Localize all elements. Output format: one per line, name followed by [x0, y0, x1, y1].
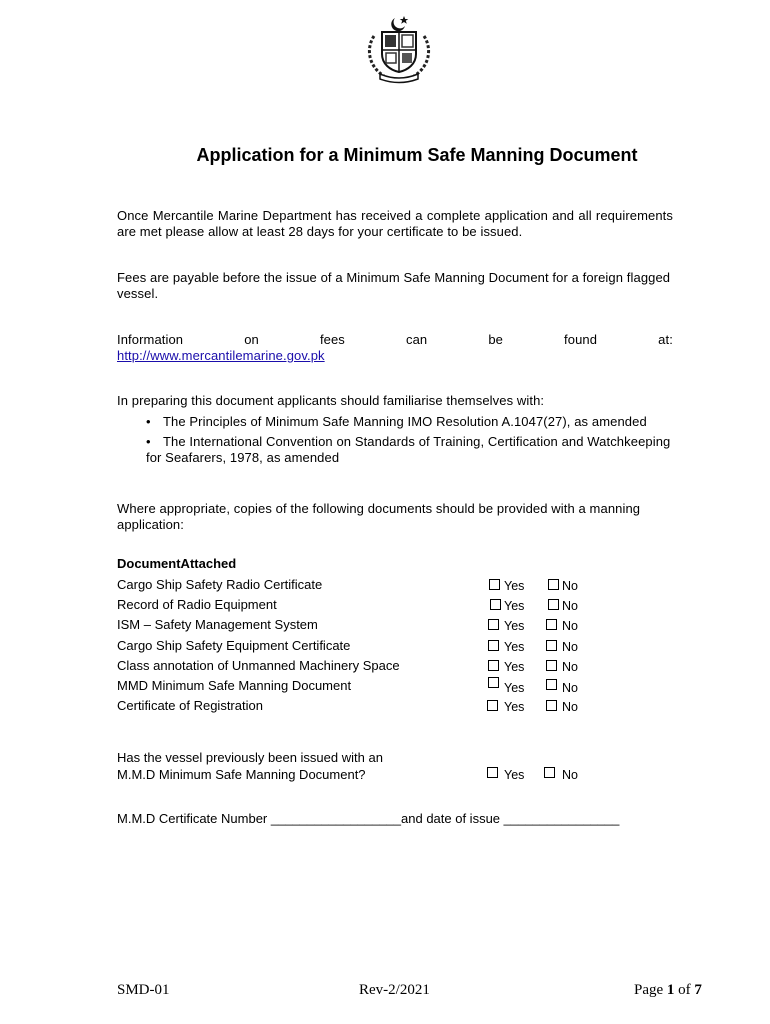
- page-total: 7: [694, 982, 702, 998]
- no-checkbox[interactable]: [548, 599, 559, 610]
- yes-label: Yes: [504, 700, 525, 714]
- page-current: 1: [666, 982, 675, 998]
- document-name: ISM – Safety Management System: [117, 617, 318, 632]
- date-of-issue-field[interactable]: ________________: [503, 811, 620, 826]
- yes-label: Yes: [504, 660, 525, 674]
- list-item-text-continued: for Seafarers, 1978, as amended: [146, 450, 340, 465]
- no-label: No: [562, 640, 578, 654]
- list-item: [117, 434, 717, 466]
- no-checkbox[interactable]: [546, 640, 557, 651]
- no-label: No: [562, 700, 578, 714]
- yes-label: Yes: [504, 599, 525, 613]
- familiarise-list: [117, 414, 717, 466]
- no-label: No: [562, 660, 578, 674]
- document-name: Cargo Ship Safety Radio Certificate: [117, 577, 323, 592]
- page-title: Application for a Minimum Safe Manning Document: [196, 145, 638, 165]
- intro-paragraph-fees: Fees are payable before the issue of a Minimum Safe Manning Document for a foreign flagged vessel.: [117, 270, 671, 301]
- certificate-number-line: [117, 811, 619, 826]
- list-item: [117, 414, 717, 430]
- yes-checkbox[interactable]: [488, 677, 499, 688]
- table-row: [117, 576, 587, 596]
- certificate-number-label: M.M.D Certificate Number: [117, 811, 268, 826]
- yes-label: Yes: [504, 619, 525, 633]
- table-row: [117, 637, 587, 657]
- page-word: Page: [634, 982, 664, 998]
- state-emblem-icon: [360, 12, 438, 84]
- fees-info-link[interactable]: http://www.mercantilemarine.gov.pk: [117, 348, 325, 363]
- yes-checkbox[interactable]: [490, 599, 501, 610]
- familiarise-lead: In preparing this document applicants should familiarise themselves with:: [117, 393, 545, 408]
- no-checkbox[interactable]: [544, 767, 555, 778]
- document-name: MMD Minimum Safe Manning Document: [117, 678, 352, 693]
- intro-paragraph-info: [117, 332, 673, 364]
- no-checkbox[interactable]: [546, 660, 557, 671]
- certificate-number-field[interactable]: __________________: [270, 811, 402, 826]
- yes-checkbox[interactable]: [487, 700, 498, 711]
- table-row: [117, 616, 587, 636]
- familiarise-section: [117, 393, 717, 470]
- info-word: on: [244, 332, 259, 347]
- list-item-text: The Principles of Minimum Safe Manning IMO Resolution A.1047(27), as amended: [163, 414, 647, 429]
- bullet-icon: •: [146, 414, 151, 429]
- info-sentence: [117, 332, 673, 348]
- info-word: fees: [319, 332, 345, 347]
- document-name: Certificate of Registration: [117, 698, 263, 713]
- document-name: Cargo Ship Safety Equipment Certificate: [117, 638, 351, 653]
- intro-paragraph-processing: Once Mercantile Marine Department has received a complete application and all requirements are met please allow at least 28 days for your certificate to be issued.: [117, 208, 673, 239]
- page-number: [634, 982, 702, 999]
- yes-checkbox[interactable]: [487, 767, 498, 778]
- question-line: M.M.D Minimum Safe Manning Document?: [117, 767, 366, 782]
- date-of-issue-label: and date of issue: [401, 811, 501, 826]
- document-name: Record of Radio Equipment: [117, 597, 277, 612]
- documents-header: DocumentAttached: [117, 556, 237, 571]
- no-label: No: [562, 579, 578, 593]
- table-row: [117, 697, 587, 717]
- yes-checkbox[interactable]: [488, 640, 499, 651]
- no-checkbox[interactable]: [546, 619, 557, 630]
- info-word: can: [405, 332, 428, 347]
- bullet-icon: •: [146, 434, 151, 449]
- yes-label: Yes: [504, 768, 525, 782]
- copies-note: Where appropriate, copies of the following documents should be provided with a manning application:: [117, 501, 641, 532]
- no-checkbox[interactable]: [546, 700, 557, 711]
- form-code: SMD-01: [117, 982, 170, 998]
- info-word: found: [564, 332, 598, 347]
- question-line: Has the vessel previously been issued with an: [117, 750, 383, 765]
- document-name: Class annotation of Unmanned Machinery Space: [117, 658, 400, 673]
- table-row: [117, 596, 587, 616]
- no-label: No: [562, 599, 578, 613]
- table-row: [117, 657, 587, 677]
- yes-label: Yes: [504, 681, 525, 695]
- no-label: No: [562, 768, 578, 782]
- yes-label: Yes: [504, 579, 525, 593]
- info-word: at:: [658, 332, 673, 347]
- info-word: Information: [117, 332, 184, 347]
- table-row: [117, 677, 587, 697]
- no-checkbox[interactable]: [548, 579, 559, 590]
- info-word: be: [488, 332, 503, 347]
- yes-checkbox[interactable]: [488, 619, 499, 630]
- yes-checkbox[interactable]: [488, 660, 499, 671]
- revision: Rev-2/2021: [359, 982, 430, 998]
- yes-checkbox[interactable]: [489, 579, 500, 590]
- no-label: No: [562, 619, 578, 633]
- list-item-text: The International Convention on Standards of Training, Certification and Watchkeeping: [163, 434, 671, 449]
- previous-issue-options: [117, 764, 587, 784]
- no-label: No: [562, 681, 578, 695]
- of-word: of: [678, 982, 691, 998]
- no-checkbox[interactable]: [546, 679, 557, 690]
- yes-label: Yes: [504, 640, 525, 654]
